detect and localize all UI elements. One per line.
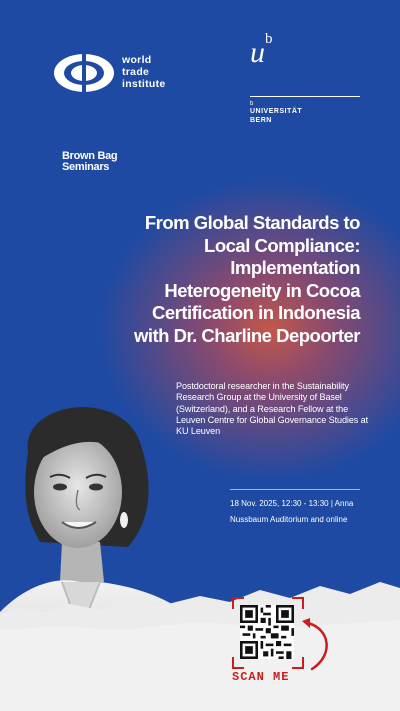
series-line-2: Seminars bbox=[62, 161, 110, 173]
unibern-mark: u bbox=[250, 36, 265, 69]
wti-logo-icon bbox=[52, 52, 116, 94]
unibern-line-2: BERN bbox=[250, 116, 272, 124]
title-line: Implementation bbox=[230, 257, 360, 278]
unibern-small-b: b bbox=[250, 101, 254, 107]
unibern-sup: b bbox=[265, 31, 273, 47]
unibern-rule bbox=[250, 96, 360, 97]
event-details: 18 Nov. 2025, 12:30 - 13:30 | Anna Nussbaum Auditorium and online bbox=[230, 499, 354, 524]
torn-paper-background bbox=[0, 560, 400, 711]
wti-line-2: trade bbox=[122, 66, 150, 78]
series-line-1: Brown Bag bbox=[62, 150, 118, 162]
unibern-line-1: UNIVERSITÄT bbox=[250, 108, 303, 115]
talk-title bbox=[30, 212, 360, 347]
title-line: From Global Standards to bbox=[144, 212, 360, 233]
speaker-bio: Postdoctoral researcher in the Sustainability Research Group at the University of Basel (Switzerland), and a Research Fellow at the Leuven Centre for Global Governance Studies at KU Leuven bbox=[176, 381, 369, 437]
event-divider bbox=[230, 489, 360, 490]
series-label bbox=[62, 151, 117, 173]
title-line: with Dr. Charline Depoorter bbox=[133, 324, 360, 346]
title-line: Local Compliance: bbox=[204, 234, 360, 256]
unibern-name bbox=[250, 108, 302, 125]
wti-name bbox=[122, 54, 166, 90]
wti-line-3: institute bbox=[122, 78, 166, 90]
title-line: Heterogeneity in Cocoa bbox=[164, 279, 360, 301]
scan-me-label: SCAN ME bbox=[232, 670, 290, 684]
title-line: Certification in Indonesia bbox=[152, 302, 360, 323]
wti-line-1: world bbox=[122, 54, 152, 66]
arrow-icon bbox=[300, 615, 336, 675]
qr-code-icon[interactable] bbox=[240, 605, 294, 659]
unibern-logo bbox=[250, 31, 273, 69]
